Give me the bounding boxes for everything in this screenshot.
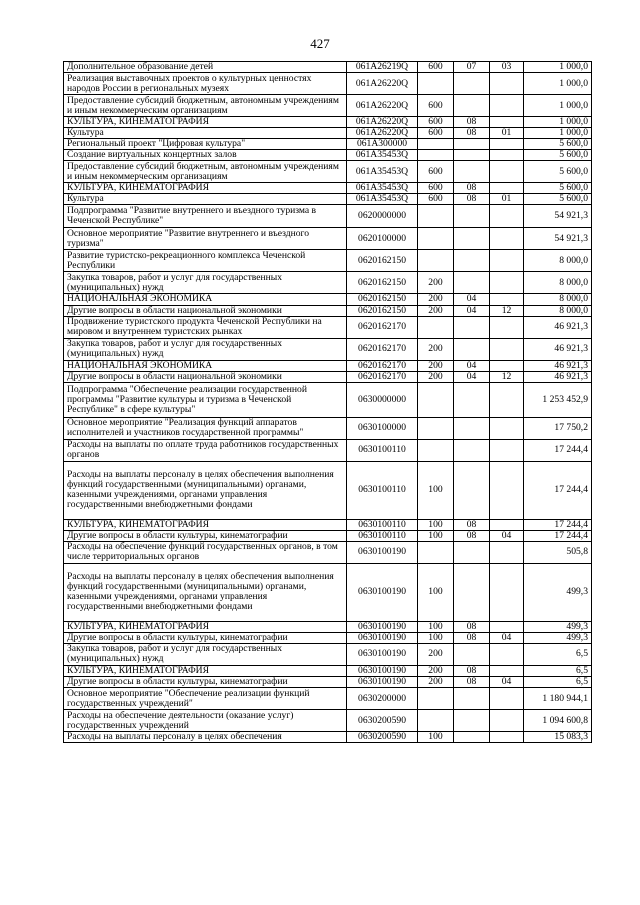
cell-code: 0620162170 bbox=[347, 338, 418, 360]
cell-rz bbox=[454, 541, 490, 563]
cell-sum: 5 600,0 bbox=[524, 183, 592, 194]
cell-code: 061A35453Q bbox=[347, 150, 418, 161]
cell-pr bbox=[490, 183, 524, 194]
cell-vr bbox=[418, 688, 454, 710]
cell-sum: 17 750,2 bbox=[524, 417, 592, 439]
cell-rz bbox=[454, 563, 490, 621]
cell-code: 061A300000 bbox=[347, 139, 418, 150]
cell-pr bbox=[490, 73, 524, 95]
cell-pr bbox=[490, 563, 524, 621]
table-row bbox=[64, 316, 592, 338]
cell-name: КУЛЬТУРА, КИНЕМАТОГРАФИЯ bbox=[64, 117, 347, 128]
table-row bbox=[64, 128, 592, 139]
cell-rz: 07 bbox=[454, 62, 490, 73]
cell-pr bbox=[490, 541, 524, 563]
table-row bbox=[64, 117, 592, 128]
cell-vr: 200 bbox=[418, 360, 454, 371]
cell-name: КУЛЬТУРА, КИНЕМАТОГРАФИЯ bbox=[64, 621, 347, 632]
cell-rz: 08 bbox=[454, 632, 490, 643]
cell-sum: 46 921,3 bbox=[524, 360, 592, 371]
table-row bbox=[64, 95, 592, 117]
cell-rz bbox=[454, 417, 490, 439]
cell-name: КУЛЬТУРА, КИНЕМАТОГРАФИЯ bbox=[64, 183, 347, 194]
cell-code: 061A35453Q bbox=[347, 194, 418, 205]
cell-sum: 1 000,0 bbox=[524, 62, 592, 73]
cell-name: Расходы на выплаты персоналу в целях обеспечения выполнения функций государственными (муниципальными) органами, казенными учреждениями, органами управления государственными внебюджетными фондами bbox=[64, 563, 347, 621]
cell-pr bbox=[490, 228, 524, 250]
cell-code: 0620162170 bbox=[347, 316, 418, 338]
cell-code: 0630000000 bbox=[347, 382, 418, 417]
cell-sum: 1 094 600,8 bbox=[524, 710, 592, 732]
cell-code: 061A26220Q bbox=[347, 73, 418, 95]
cell-pr bbox=[490, 621, 524, 632]
cell-code: 0630100190 bbox=[347, 563, 418, 621]
cell-sum: 5 600,0 bbox=[524, 150, 592, 161]
cell-name: Подпрограмма "Обеспечение реализации государственной программы "Развитие культуры и туризма в Чеченской Республике" в сфере культуры" bbox=[64, 382, 347, 417]
cell-sum: 5 600,0 bbox=[524, 161, 592, 183]
cell-vr: 100 bbox=[418, 530, 454, 541]
cell-code: 0620162170 bbox=[347, 360, 418, 371]
cell-name: Культура bbox=[64, 128, 347, 139]
cell-rz bbox=[454, 382, 490, 417]
cell-pr bbox=[490, 272, 524, 294]
cell-sum: 1 000,0 bbox=[524, 95, 592, 117]
cell-vr: 600 bbox=[418, 62, 454, 73]
cell-vr: 100 bbox=[418, 732, 454, 743]
cell-vr: 100 bbox=[418, 461, 454, 519]
cell-sum: 1 000,0 bbox=[524, 128, 592, 139]
table-row bbox=[64, 194, 592, 205]
cell-name: КУЛЬТУРА, КИНЕМАТОГРАФИЯ bbox=[64, 519, 347, 530]
cell-pr bbox=[490, 316, 524, 338]
cell-name: Закупка товаров, работ и услуг для государственных (муниципальных) нужд bbox=[64, 338, 347, 360]
cell-pr bbox=[490, 360, 524, 371]
cell-sum: 8 000,0 bbox=[524, 250, 592, 272]
table-row bbox=[64, 371, 592, 382]
cell-rz: 08 bbox=[454, 128, 490, 139]
table-row bbox=[64, 710, 592, 732]
cell-code: 0630100110 bbox=[347, 519, 418, 530]
cell-code: 061A35453Q bbox=[347, 183, 418, 194]
cell-sum: 1 253 452,9 bbox=[524, 382, 592, 417]
cell-name: Основное мероприятие "Развитие внутреннего и въездного туризма" bbox=[64, 228, 347, 250]
cell-vr: 600 bbox=[418, 183, 454, 194]
cell-vr: 200 bbox=[418, 338, 454, 360]
cell-sum: 6,5 bbox=[524, 665, 592, 676]
table-row bbox=[64, 677, 592, 688]
cell-sum: 5 600,0 bbox=[524, 194, 592, 205]
cell-code: 0630100110 bbox=[347, 461, 418, 519]
cell-sum: 17 244,4 bbox=[524, 530, 592, 541]
cell-name: Другие вопросы в области культуры, кинематографии bbox=[64, 677, 347, 688]
cell-name: КУЛЬТУРА, КИНЕМАТОГРАФИЯ bbox=[64, 665, 347, 676]
cell-sum: 8 000,0 bbox=[524, 272, 592, 294]
cell-pr bbox=[490, 439, 524, 461]
cell-sum: 499,3 bbox=[524, 632, 592, 643]
cell-pr: 04 bbox=[490, 677, 524, 688]
cell-name: Другие вопросы в области национальной экономики bbox=[64, 305, 347, 316]
table-row bbox=[64, 439, 592, 461]
cell-vr: 200 bbox=[418, 371, 454, 382]
cell-sum: 6,5 bbox=[524, 643, 592, 665]
cell-rz bbox=[454, 688, 490, 710]
cell-rz bbox=[454, 732, 490, 743]
cell-sum: 54 921,3 bbox=[524, 228, 592, 250]
cell-vr: 200 bbox=[418, 643, 454, 665]
cell-rz: 08 bbox=[454, 117, 490, 128]
cell-name: Расходы на выплаты персоналу в целях обеспечения bbox=[64, 732, 347, 743]
cell-rz bbox=[454, 228, 490, 250]
cell-name: Другие вопросы в области национальной экономики bbox=[64, 371, 347, 382]
cell-code: 061A26220Q bbox=[347, 117, 418, 128]
cell-vr: 100 bbox=[418, 519, 454, 530]
table-row bbox=[64, 360, 592, 371]
cell-code: 0630100190 bbox=[347, 643, 418, 665]
cell-name: Закупка товаров, работ и услуг для государственных (муниципальных) нужд bbox=[64, 272, 347, 294]
cell-code: 0620000000 bbox=[347, 205, 418, 228]
cell-name: Другие вопросы в области культуры, кинематографии bbox=[64, 530, 347, 541]
cell-vr: 600 bbox=[418, 128, 454, 139]
cell-vr bbox=[418, 205, 454, 228]
cell-sum: 6,5 bbox=[524, 677, 592, 688]
cell-sum: 8 000,0 bbox=[524, 294, 592, 305]
cell-code: 0620100000 bbox=[347, 228, 418, 250]
cell-code: 0620162150 bbox=[347, 294, 418, 305]
table-row bbox=[64, 73, 592, 95]
cell-pr: 04 bbox=[490, 530, 524, 541]
cell-name: Предоставление субсидий бюджетным, автономным учреждениям и иным некоммерческим организациям bbox=[64, 95, 347, 117]
cell-code: 0630100000 bbox=[347, 417, 418, 439]
cell-sum: 5 600,0 bbox=[524, 139, 592, 150]
cell-sum: 17 244,4 bbox=[524, 461, 592, 519]
cell-vr: 600 bbox=[418, 161, 454, 183]
table-row bbox=[64, 621, 592, 632]
cell-name: Реализация выставочных проектов о культурных ценностях народов России в региональных музеях bbox=[64, 73, 347, 95]
table-row bbox=[64, 530, 592, 541]
cell-code: 0630100190 bbox=[347, 632, 418, 643]
cell-code: 0630100110 bbox=[347, 439, 418, 461]
cell-vr bbox=[418, 710, 454, 732]
cell-name: Продвижение туристского продукта Чеченской Республики на мировом и внутреннем туристских рынках bbox=[64, 316, 347, 338]
cell-rz: 08 bbox=[454, 621, 490, 632]
table-row bbox=[64, 183, 592, 194]
cell-vr bbox=[418, 316, 454, 338]
cell-code: 0620162150 bbox=[347, 250, 418, 272]
cell-rz: 08 bbox=[454, 519, 490, 530]
cell-pr bbox=[490, 461, 524, 519]
cell-vr bbox=[418, 541, 454, 563]
cell-rz: 08 bbox=[454, 183, 490, 194]
cell-pr bbox=[490, 643, 524, 665]
cell-vr bbox=[418, 139, 454, 150]
cell-code: 061A35453Q bbox=[347, 161, 418, 183]
cell-code: 061A26220Q bbox=[347, 95, 418, 117]
table-row bbox=[64, 294, 592, 305]
table-row bbox=[64, 643, 592, 665]
cell-code: 0620162150 bbox=[347, 272, 418, 294]
cell-rz: 08 bbox=[454, 677, 490, 688]
cell-sum: 8 000,0 bbox=[524, 305, 592, 316]
cell-name: Другие вопросы в области культуры, кинематографии bbox=[64, 632, 347, 643]
cell-name: Основное мероприятие "Обеспечение реализации функций государственных учреждений" bbox=[64, 688, 347, 710]
cell-pr bbox=[490, 417, 524, 439]
cell-rz bbox=[454, 338, 490, 360]
cell-pr: 04 bbox=[490, 632, 524, 643]
cell-rz bbox=[454, 461, 490, 519]
budget-table-body bbox=[64, 62, 592, 743]
table-row bbox=[64, 338, 592, 360]
cell-rz bbox=[454, 250, 490, 272]
cell-code: 0630200590 bbox=[347, 732, 418, 743]
cell-name: Расходы на выплаты персоналу в целях обеспечения выполнения функций государственными (муниципальными) органами, казенными учреждениями, органами управления государственными внебюджетными фондами bbox=[64, 461, 347, 519]
cell-code: 0620162150 bbox=[347, 305, 418, 316]
cell-vr: 600 bbox=[418, 194, 454, 205]
cell-pr bbox=[490, 732, 524, 743]
table-row bbox=[64, 732, 592, 743]
cell-rz: 08 bbox=[454, 194, 490, 205]
cell-pr bbox=[490, 338, 524, 360]
cell-sum: 46 921,3 bbox=[524, 316, 592, 338]
cell-code: 0630100190 bbox=[347, 621, 418, 632]
cell-pr bbox=[490, 150, 524, 161]
cell-pr bbox=[490, 117, 524, 128]
cell-rz bbox=[454, 139, 490, 150]
cell-sum: 1 000,0 bbox=[524, 73, 592, 95]
cell-vr: 200 bbox=[418, 677, 454, 688]
cell-rz bbox=[454, 205, 490, 228]
cell-pr bbox=[490, 688, 524, 710]
cell-code: 0620162170 bbox=[347, 371, 418, 382]
cell-name: Подпрограмма "Развитие внутреннего и въездного туризма в Чеченской Республике" bbox=[64, 205, 347, 228]
cell-vr: 200 bbox=[418, 294, 454, 305]
cell-pr bbox=[490, 205, 524, 228]
cell-rz bbox=[454, 710, 490, 732]
table-row bbox=[64, 417, 592, 439]
cell-vr: 600 bbox=[418, 95, 454, 117]
cell-vr: 200 bbox=[418, 305, 454, 316]
cell-rz bbox=[454, 161, 490, 183]
cell-vr bbox=[418, 73, 454, 95]
cell-name: Закупка товаров, работ и услуг для государственных (муниципальных) нужд bbox=[64, 643, 347, 665]
cell-sum: 15 083,3 bbox=[524, 732, 592, 743]
cell-vr: 100 bbox=[418, 632, 454, 643]
cell-rz bbox=[454, 95, 490, 117]
cell-code: 0630100110 bbox=[347, 530, 418, 541]
cell-vr bbox=[418, 382, 454, 417]
cell-code: 061A26219Q bbox=[347, 62, 418, 73]
cell-vr bbox=[418, 228, 454, 250]
cell-rz: 04 bbox=[454, 371, 490, 382]
cell-vr bbox=[418, 417, 454, 439]
cell-rz: 08 bbox=[454, 530, 490, 541]
cell-rz: 04 bbox=[454, 305, 490, 316]
cell-code: 0630100190 bbox=[347, 665, 418, 676]
cell-vr: 600 bbox=[418, 117, 454, 128]
cell-name: Развитие туристско-рекреационного комплекса Чеченской Республики bbox=[64, 250, 347, 272]
cell-pr: 01 bbox=[490, 194, 524, 205]
table-row bbox=[64, 461, 592, 519]
cell-pr bbox=[490, 250, 524, 272]
table-row bbox=[64, 139, 592, 150]
table-row bbox=[64, 150, 592, 161]
cell-vr bbox=[418, 439, 454, 461]
cell-sum: 17 244,4 bbox=[524, 519, 592, 530]
cell-rz: 08 bbox=[454, 665, 490, 676]
cell-pr bbox=[490, 161, 524, 183]
cell-sum: 505,8 bbox=[524, 541, 592, 563]
cell-name: Расходы на выплаты по оплате труда работников государственных органов bbox=[64, 439, 347, 461]
cell-name: Расходы на обеспечение деятельности (оказание услуг) государственных учреждений bbox=[64, 710, 347, 732]
table-row bbox=[64, 665, 592, 676]
cell-pr: 01 bbox=[490, 128, 524, 139]
table-row bbox=[64, 250, 592, 272]
cell-vr bbox=[418, 150, 454, 161]
cell-name: Создание виртуальных концертных залов bbox=[64, 150, 347, 161]
cell-name: Дополнительное образование детей bbox=[64, 62, 347, 73]
cell-pr bbox=[490, 519, 524, 530]
table-row bbox=[64, 205, 592, 228]
cell-sum: 54 921,3 bbox=[524, 205, 592, 228]
page-number: 427 bbox=[310, 36, 330, 51]
cell-sum: 1 180 944,1 bbox=[524, 688, 592, 710]
cell-rz bbox=[454, 439, 490, 461]
cell-rz: 04 bbox=[454, 360, 490, 371]
cell-code: 0630100190 bbox=[347, 677, 418, 688]
table-row bbox=[64, 541, 592, 563]
cell-rz bbox=[454, 272, 490, 294]
cell-vr: 100 bbox=[418, 563, 454, 621]
cell-rz bbox=[454, 316, 490, 338]
cell-pr bbox=[490, 95, 524, 117]
cell-rz bbox=[454, 643, 490, 665]
table-row bbox=[64, 382, 592, 417]
cell-sum: 1 000,0 bbox=[524, 117, 592, 128]
cell-rz bbox=[454, 150, 490, 161]
cell-vr: 200 bbox=[418, 272, 454, 294]
cell-sum: 17 244,4 bbox=[524, 439, 592, 461]
cell-code: 0630200000 bbox=[347, 688, 418, 710]
table-row bbox=[64, 62, 592, 73]
cell-pr: 12 bbox=[490, 305, 524, 316]
cell-name: НАЦИОНАЛЬНАЯ ЭКОНОМИКА bbox=[64, 294, 347, 305]
cell-pr bbox=[490, 139, 524, 150]
cell-name: Расходы на обеспечение функций государственных органов, в том числе территориальных органов bbox=[64, 541, 347, 563]
cell-rz bbox=[454, 73, 490, 95]
cell-code: 0630100190 bbox=[347, 541, 418, 563]
table-row bbox=[64, 632, 592, 643]
cell-code: 061A26220Q bbox=[347, 128, 418, 139]
cell-pr bbox=[490, 382, 524, 417]
table-row bbox=[64, 688, 592, 710]
cell-name: Основное мероприятие "Реализация функций аппаратов исполнителей и участников государственной программы" bbox=[64, 417, 347, 439]
cell-pr bbox=[490, 294, 524, 305]
cell-sum: 499,3 bbox=[524, 563, 592, 621]
table-row bbox=[64, 272, 592, 294]
cell-vr: 100 bbox=[418, 621, 454, 632]
table-row bbox=[64, 228, 592, 250]
table-row bbox=[64, 563, 592, 621]
table-row bbox=[64, 305, 592, 316]
cell-pr: 12 bbox=[490, 371, 524, 382]
cell-pr bbox=[490, 710, 524, 732]
cell-pr: 03 bbox=[490, 62, 524, 73]
cell-name: Предоставление субсидий бюджетным, автономным учреждениям и иным некоммерческим организациям bbox=[64, 161, 347, 183]
cell-code: 0630200590 bbox=[347, 710, 418, 732]
cell-vr: 200 bbox=[418, 665, 454, 676]
cell-sum: 46 921,3 bbox=[524, 371, 592, 382]
cell-sum: 46 921,3 bbox=[524, 338, 592, 360]
cell-sum: 499,3 bbox=[524, 621, 592, 632]
table-row bbox=[64, 519, 592, 530]
cell-rz: 04 bbox=[454, 294, 490, 305]
budget-table bbox=[63, 61, 592, 743]
cell-name: НАЦИОНАЛЬНАЯ ЭКОНОМИКА bbox=[64, 360, 347, 371]
cell-name: Культура bbox=[64, 194, 347, 205]
table-row bbox=[64, 161, 592, 183]
cell-name: Региональный проект "Цифровая культура" bbox=[64, 139, 347, 150]
cell-vr bbox=[418, 250, 454, 272]
cell-pr bbox=[490, 665, 524, 676]
